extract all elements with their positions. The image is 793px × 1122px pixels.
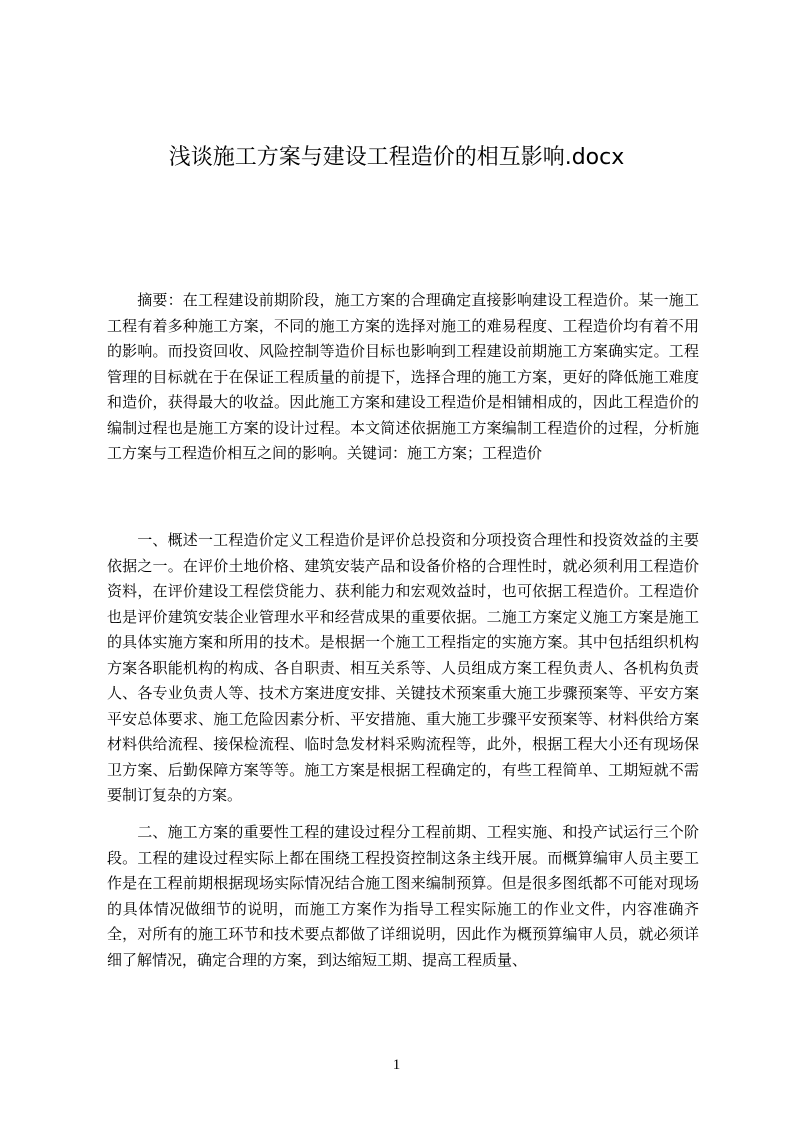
- abstract-text: 摘要：在工程建设前期阶段，施工方案的合理确定直接影响建设工程造价。某一施工工程有着多种施工方案，不同的施工方案的选择对施工的难易程度、工程造价均有着不用的影响。而投资回收、风险控制等造价目标也影响到工程建设前期施工方案确实定。工程管理的目标就在于在保证工程质量的前提下，选择合理的施工方案，更好的降低施工难度和造价，获得最大的收益。因此施工方案和建设工程造价是相铺相成的，因此工程造价的编制过程也是施工方案的设计过程。本文简述依据施工方案编制工程造价的过程，分析施工方案与工程造价相互之间的影响。关键词：施工方案；工程造价: [107, 291, 699, 462]
- section-two-text: 二、施工方案的重要性工程的建设过程分工程前期、工程实施、和投产试运行三个阶段。工程的建设过程实际上都在围绕工程投资控制这条主线开展。而概算编审人员主要工作是在工程前期根据现场实际情况结合施工图来编制预算。但是很多图纸都不可能对现场的具体情况做细节的说明，而施工方案作为指导工程实际施工的作业文件，内容准确齐全，对所有的施工环节和技术要点都做了详细说明，因此作为概预算编审人员，就必须详细了解情况，确定合理的方案，到达缩短工期、提高工程质量、: [107, 823, 699, 969]
- section-two-paragraph: [107, 820, 699, 973]
- abstract-paragraph: [107, 288, 699, 467]
- section-one-text: 一、概述一工程造价定义工程造价是评价总投资和分项投资合理性和投资效益的主要依据之一。在评价土地价格、建筑安装产品和设备价格的合理性时，就必须利用工程造价资料，在评价建设工程偿贷能力、获利能力和宏观效益时，也可依据工程造价。工程造价也是评价建筑安装企业管理水平和经营成果的重要依据。二施工方案定义施工方案是施工的具体实施方案和所用的技术。是根据一个施工工程指定的实施方案。其中包括组织机构方案各职能机构的构成、各自职责、相互关系等、人员组成方案工程负责人、各机构负责人、各专业负责人等、技术方案进度安排、关键技术预案重大施工步骤预案等、平安方案平安总体要求、施工危险因素分析、平安措施、重大施工步骤平安预案等、材料供给方案材料供给流程、接保检流程、临时急发材料采购流程等，此外，根据工程大小还有现场保卫方案、后勤保障方案等等。施工方案是根据工程确定的，有些工程简单、工期短就不需要制订复杂的方案。: [107, 531, 699, 804]
- document-title: 浅谈施工方案与建设工程造价的相互影响.docx: [168, 145, 625, 170]
- page-number: 1: [392, 1057, 401, 1073]
- section-one-paragraph: [107, 528, 699, 809]
